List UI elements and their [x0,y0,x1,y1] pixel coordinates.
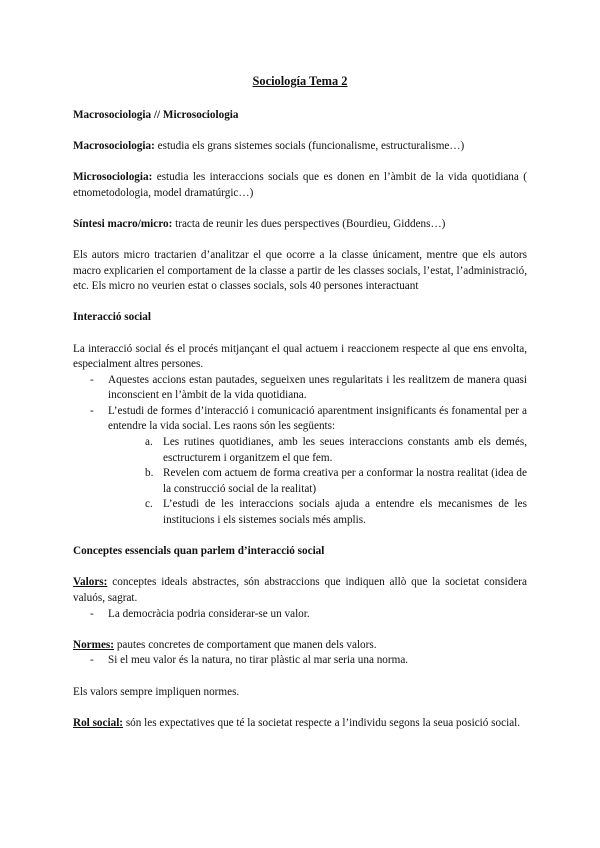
autors-paragraph: Els autors micro tractarien d’analitzar el que ocorre a la classe únicament, mentre que els autors macro explicarien el comportament de la classe a partir de les classes socials, l’estat, l’administració, etc. Els micro no veurien estat o classes socials, sols 40 persones interactuant [73,248,527,293]
bullet-text: Si el meu valor és la natura, no tirar plàstic al mar seria una norma. [108,654,409,667]
rol-social-text: són les expectatives que té la societat respecte a l’individu segons la seua posició social. [123,716,521,729]
bullet-text: L’estudi de formes d’interacció i comunicació aparentment insignificants és fonamental per a entendre la vida social. Les raons són les següents: [108,404,527,433]
normes-text: pautes concretes de comportament que manen dels valors. [114,638,377,651]
reasons-list [108,435,527,529]
macro-definition [73,139,527,155]
bullet-text: La democràcia podria considerar-se un valor. [108,607,310,620]
interaccio-intro: La interacció social és el procés mitjançant el qual actuem i reaccionem respecte al que ens envolta, especialment altres persones. [73,342,527,371]
normes-definition [73,638,527,654]
sintesi-definition [73,217,527,233]
sub-item-text: L’estudi de les interaccions socials ajuda a entendre els mecanismes de les institucions i els sistemes socials més amplis. [163,498,527,527]
valors-term: Valors: [73,576,108,589]
list-item [127,497,527,528]
dash-marker: - [90,654,94,667]
normes-term: Normes: [73,638,115,651]
macro-term: Macrosociologia: [73,139,155,152]
list-item [127,435,527,466]
macro-text: estudia els grans sistemes socials (funcionalisme, estructuralisme…) [154,139,465,152]
rol-social-term: Rol social: [73,716,124,729]
list-item [73,373,527,404]
letter-marker: a. [145,436,153,449]
list-item [73,404,527,529]
micro-text: estudia les interaccions socials que es donen en l’àmbit de la vida quotidiana ( etnometodologia, model dramatúrgic…) [73,170,527,199]
valors-bullets [73,607,527,623]
sintesi-text: tracta de reunir les dues perspectives (Bourdieu, Giddens…) [172,217,446,230]
list-item [73,607,527,623]
page-title: Sociología Tema 2 [252,74,348,88]
rol-social-definition [73,716,527,732]
list-item [127,466,527,497]
dash-marker: - [90,404,94,417]
interaccio-bullets [73,373,527,529]
section-heading-macro-micro: Macrosociologia // Microsociologia [73,108,239,121]
letter-marker: b. [145,467,154,480]
section-heading-interaccio: Interacció social [73,311,151,324]
micro-definition [73,170,527,201]
bullet-text: Aquestes accions estan pautades, segueixen unes regularitats i les realitzem de manera quasi inconscient en l’àmbit de la vida quotidiana. [108,373,527,402]
normes-bullets [73,653,527,669]
sub-item-text: Les rutines quotidianes, amb les seues interaccions constants amb els demés, esctructurem i organitzem el que fem. [163,436,527,464]
letter-marker: c. [145,498,153,511]
document-page [73,74,527,747]
valors-normes-sentence: Els valors sempre impliquen normes. [73,685,240,698]
micro-term: Microsociologia: [73,170,153,183]
valors-text: conceptes ideals abstractes, són abstraccions que indiquen allò que la societat considera valuós, sagrat. [73,576,527,604]
valors-definition [73,575,527,606]
dash-marker: - [90,607,94,620]
list-item [73,653,527,669]
section-heading-conceptes: Conceptes essencials quan parlem d’interacció social [73,545,325,558]
sub-item-text: Revelen com actuem de forma creativa per a conformar la nostra realitat (idea de la construcció social de la realitat) [163,467,527,495]
dash-marker: - [90,373,94,386]
sintesi-term: Síntesi macro/micro: [73,217,173,230]
